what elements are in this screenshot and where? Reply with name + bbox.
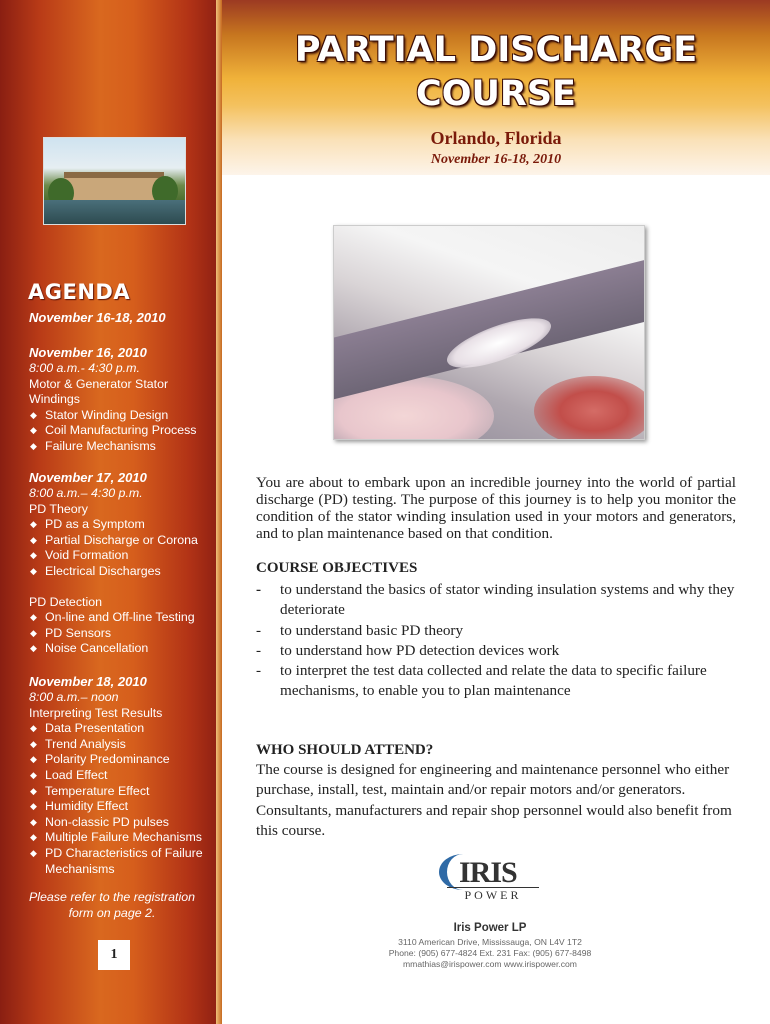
title-line2: COURSE	[416, 74, 576, 114]
company-address: 3110 American Drive, Mississauga, ON L4V 1T2	[398, 937, 582, 947]
list-item: - to interpret the test data collected and relate the data to specific failure mechanisms, to enable you to plan maintenance	[256, 662, 707, 700]
list-item: ◆ Humidity Effect	[29, 799, 214, 815]
list-item: ◆ Non-classic PD pulses	[29, 815, 214, 831]
day2-time: 8:00 a.m.– 4:30 p.m.	[29, 486, 143, 500]
registration-note: Please refer to the registration form on page 2.	[29, 890, 195, 920]
list-item: ◆ Data Presentation	[29, 721, 214, 737]
day1-topic: Motor & Generator Stator Windings	[29, 376, 169, 407]
logo-subtitle: POWER	[447, 887, 539, 903]
title-line1: PARTIAL DISCHARGE	[294, 30, 698, 70]
company-phone: Phone: (905) 677-4824 Ext. 231 Fax: (905) 677-8498	[388, 948, 592, 958]
photo-shade	[534, 376, 645, 440]
objective-text: to understand basic PD theory	[280, 621, 464, 639]
day2-topic2: PD Detection	[29, 594, 103, 609]
list-item: ◆ Partial Discharge or Corona	[29, 533, 214, 549]
day2-list	[29, 517, 214, 579]
day3-block	[29, 673, 214, 877]
objective-text: to understand how PD detection devices work	[280, 641, 560, 659]
list-item: ◆ On-line and Off-line Testing	[29, 610, 214, 626]
objective-text: to interpret the test data collected and relate the data to specific failure mechanisms, to enable you to plan maintenance	[280, 662, 707, 700]
intro-paragraph: You are about to embark upon an incredible journey into the world of partial discharge (PD) testing. The purpose of this journey is to help you monitor the condition of the stator winding insulation used in your motors and generators, and to plan maintenance based on that condition.	[256, 474, 736, 542]
company-web: mmathias@irispower.com www.irispower.com	[403, 959, 577, 969]
stator-insulation-photo	[333, 225, 645, 440]
list-item: ◆ Temperature Effect	[29, 784, 214, 800]
objectives-heading: COURSE OBJECTIVES	[256, 560, 418, 576]
day3-date: November 18, 2010	[29, 674, 147, 689]
day3-list	[29, 721, 214, 877]
logo-word: IRIS	[459, 856, 517, 889]
list-item: ◆ Noise Cancellation	[29, 641, 214, 657]
day1-block	[29, 344, 214, 455]
day2-topic: PD Theory	[29, 501, 88, 516]
list-item: ◆ Void Formation	[29, 548, 214, 564]
iris-power-logo	[437, 852, 542, 904]
day2-block	[29, 469, 214, 657]
day2-date: November 17, 2010	[29, 470, 147, 485]
course-dates: November 16-18, 2010	[430, 152, 562, 167]
day3-topic: Interpreting Test Results	[29, 705, 163, 720]
agenda-dates: November 16-18, 2010	[29, 310, 166, 325]
location: Orlando, Florida	[430, 128, 562, 148]
attend-heading: WHO SHOULD ATTEND?	[256, 742, 434, 758]
list-item: ◆ Multiple Failure Mechanisms	[29, 830, 214, 846]
agenda-title: AGENDA	[28, 280, 131, 304]
list-item: ◆ PD Characteristics of Failure Mechanisms	[29, 846, 214, 877]
list-item: ◆ Failure Mechanisms	[29, 439, 214, 455]
list-item: ◆ Trend Analysis	[29, 737, 214, 753]
objective-text: to understand the basics of stator winding insulation systems and why they deteriorate	[280, 581, 735, 619]
list-item: ◆ PD Sensors	[29, 626, 214, 642]
day2-list2	[29, 610, 214, 657]
day1-time: 8:00 a.m.- 4:30 p.m.	[29, 361, 140, 375]
day1-list	[29, 408, 214, 455]
list-item: ◆ Electrical Discharges	[29, 564, 214, 580]
page-number: 1	[98, 940, 130, 970]
day3-time: 8:00 a.m.– noon	[29, 690, 119, 704]
list-item: - to understand basic PD theory	[256, 621, 464, 639]
day1-date: November 16, 2010	[29, 345, 147, 360]
list-item: - to understand how PD detection devices work	[256, 641, 560, 659]
resort-photo	[43, 137, 186, 225]
building-shape	[64, 172, 164, 200]
list-item: ◆ Coil Manufacturing Process	[29, 423, 214, 439]
list-item: ◆ Stator Winding Design	[29, 408, 214, 424]
list-item: - to understand the basics of stator winding insulation systems and why they deteriorate	[256, 581, 735, 619]
page-title	[222, 28, 770, 116]
objectives-list	[256, 580, 736, 702]
pond-shape	[44, 200, 185, 224]
company-name: Iris Power LP	[453, 922, 527, 934]
list-item: ◆ Load Effect	[29, 768, 214, 784]
list-item: ◆ PD as a Symptom	[29, 517, 214, 533]
list-item: ◆ Polarity Predominance	[29, 752, 214, 768]
attend-paragraph: The course is designed for engineering and maintenance personnel who either purchase, install, test, maintain and/or repair motors and/or generators. Consultants, manufacturers and repair shop personnel would also benefit from this course.	[256, 761, 732, 839]
